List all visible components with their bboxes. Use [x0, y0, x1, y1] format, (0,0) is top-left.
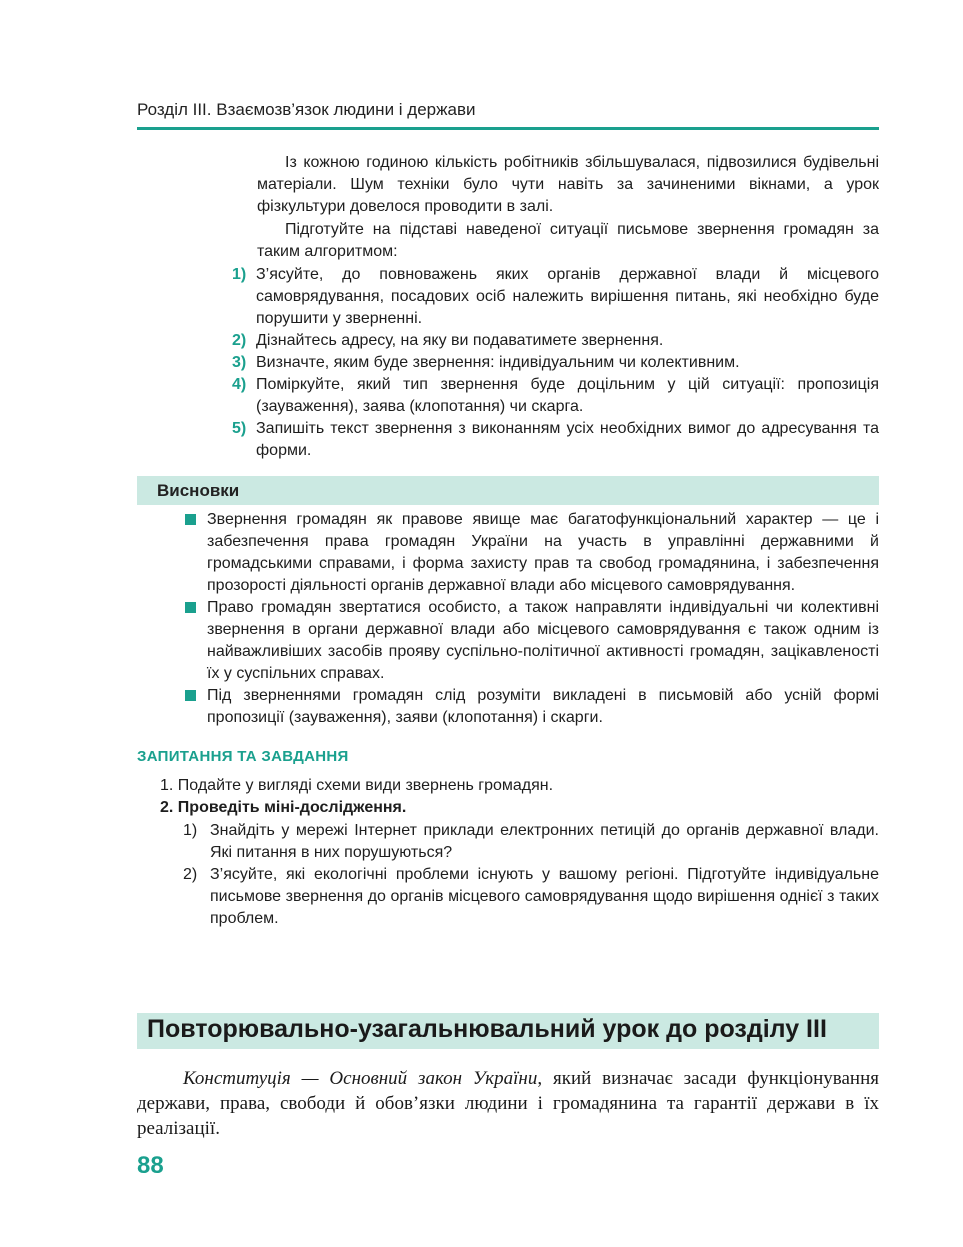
algorithm-item-number: 4) [232, 376, 247, 393]
question-2: 2. Проведіть міні-дослідження. [160, 799, 407, 816]
conclusion-text: Під зверненнями громадян слід розуміти викладені в письмовій або усній формі пропозиції (зауваження), заяви (клопотання) і скарги. [207, 687, 879, 726]
constitution-definition: , який визначає засади функціонування держави, права, свободи й обов’язки людини і громадянина та гарантії держави в їх реалізації. [137, 1068, 879, 1139]
conclusion-text: Звернення громадян як правове явище має багатофункціональний характер — це і забезпечення права громадян України на участь в управлінні державними й громадськими справами, і форма захисту прав та свобод громадянина, і забезпечення прозорості діяльності органів державної влади або місцевого самоврядування. [207, 511, 879, 594]
square-bullet-icon [185, 602, 196, 613]
algorithm-item [232, 374, 879, 418]
question-1: 1. Подайте у вигляді схеми види звернень громадян. [160, 777, 554, 794]
conclusions-band [137, 476, 879, 505]
situation-paragraph: Із кожною годиною кількість робітників збільшувалася, підвозилися будівельні матеріали. Шум техніки було чути навіть за зачиненими вікнами, а урок фізкультури довелося проводити в залі. [257, 154, 879, 215]
algorithm-item-text: Поміркуйте, який тип звернення буде доцільним у цій ситуації: пропозиція (зауваження), заява (клопотання) чи скарга. [256, 376, 879, 415]
constitution-paragraph [137, 1066, 879, 1141]
constitution-term: Конституція — Основний закон України [183, 1068, 538, 1089]
conclusion-item [185, 509, 879, 597]
task-paragraph: Підготуйте на підставі наведеної ситуації письмове звернення громадян за таким алгоритмом: [257, 221, 879, 260]
algorithm-item-text: З’ясуйте, до повноважень яких органів державної влади й місцевого самоврядування, посадових осіб належить вирішення питань, які необхідно буде порушити у зверненні. [256, 266, 879, 327]
square-bullet-icon [185, 690, 196, 701]
subtask [183, 820, 879, 864]
conclusion-text: Право громадян звертатися особисто, а також направляти індивідуальні чи колективні звернення в органи державної влади або місцевого самоврядування є також одним із найважливіших засобів прояву суспільно-політичної активності громадян, зацікавленості їх у суспільних справах. [207, 599, 879, 682]
subtask-text: З’ясуйте, які екологічні проблеми існують у вашому регіоні. Підготуйте індивідуальне письмове звернення до органів місцевого самоврядування щодо вирішення однієї з таких проблем. [210, 866, 879, 927]
algorithm-item [232, 418, 879, 462]
algorithm-item-text: Запишіть текст звернення з виконанням усіх необхідних вимог до адресування та форми. [256, 420, 879, 459]
conclusions-list [185, 509, 879, 729]
subtask-number: 1) [183, 822, 198, 839]
algorithm-item-number: 2) [232, 332, 247, 349]
square-bullet-icon [185, 514, 196, 525]
running-header: Розділ ІІІ. Взаємозв’язок людини і держави [137, 100, 476, 119]
review-title: Повторювально-узагальнювальний урок до розділу ІІІ [147, 1015, 827, 1043]
subtask-text: Знайдіть у мережі Інтернет приклади електронних петицій до органів державної влади. Які питання в них порушуються? [210, 822, 879, 861]
algorithm-item [232, 352, 879, 374]
subtask [183, 864, 879, 930]
algorithm-list [232, 264, 879, 462]
algorithm-item-number: 3) [232, 354, 247, 371]
algorithm-item [232, 264, 879, 330]
algorithm-item-number: 5) [232, 420, 247, 437]
algorithm-item-text: Визначте, яким буде звернення: індивідуальним чи колективним. [256, 354, 740, 371]
header-rule [137, 127, 879, 130]
algorithm-item-number: 1) [232, 266, 247, 283]
conclusion-item [185, 597, 879, 685]
algorithm-item-text: Дізнайтесь адресу, на яку ви подаватимете звернення. [256, 332, 664, 349]
subtask-number: 2) [183, 866, 198, 883]
conclusions-title: Висновки [157, 481, 240, 500]
page-number: 88 [137, 1152, 164, 1179]
algorithm-item [232, 330, 879, 352]
conclusion-item [185, 685, 879, 729]
questions-title: ЗАПИТАННЯ ТА ЗАВДАННЯ [137, 748, 349, 765]
